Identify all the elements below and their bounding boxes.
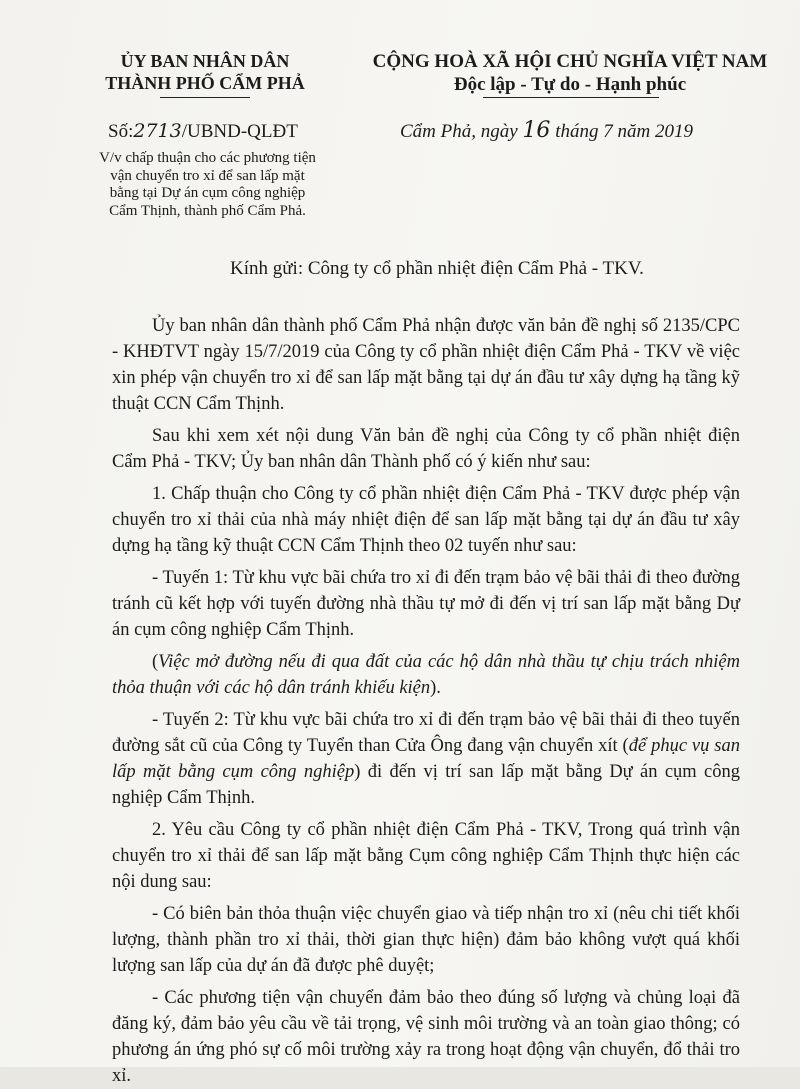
ref-suffix: /UBND-QLĐT <box>181 121 298 142</box>
paragraph-1: Ủy ban nhân dân thành phố Cẩm Phả nhận được văn bản đề nghị số 2135/CPC - KHĐTVT ngày 15/7/2019 của Công ty cổ phần nhiệt điện Cẩm Phả - TKV về việc xin phép vận chuyển tro xỉ để san lấp mặt bằng tại dự án đầu tư xây dựng hạ tầng kỹ thuật CCN Cẩm Thịnh. <box>112 316 740 414</box>
recipient-greeting: Kính gửi: Công ty cổ phần nhiệt điện Cẩm Phả - TKV. <box>230 258 644 279</box>
note-close: ). <box>430 678 441 698</box>
document-body <box>112 313 740 1089</box>
date-handwritten-day: 16 <box>522 118 551 143</box>
nation-line-2: Độc lập - Tự do - Hạnh phúc <box>453 74 687 95</box>
org-line-1: ỦY BAN NHÂN DÂN <box>120 51 290 71</box>
paragraph-route-1: - Tuyến 1: Từ khu vực bãi chứa tro xỉ đi đến trạm bảo vệ bãi thải đi theo đường tránh cũ kết hợp với tuyến đường nhà thầu tự mở đi đến vị trí san lấp mặt bằng Dự án cụm công nghiệp Cẩm Thịnh. <box>112 568 740 640</box>
nation-line-1: CỘNG HOÀ XÃ HỘI CHỦ NGHĨA VIỆT NAM <box>372 51 768 72</box>
date-suffix: tháng 7 năm 2019 <box>555 121 693 142</box>
document-date <box>400 118 693 143</box>
note-open: ( <box>152 652 159 672</box>
paragraph-requirement-1: - Có biên bản thỏa thuận việc chuyển giao và tiếp nhận tro xỉ (nêu chi tiết khối lượng, thành phần tro xỉ thải, thời gian thực hiện) đảm bảo không vượt quá khối lượng san lấp của dự án đã được phê duyệt; <box>112 904 740 976</box>
paragraph-requirements: 2. Yêu cầu Công ty cổ phần nhiệt điện Cẩm Phả - TKV, Trong quá trình vận chuyển tro xỉ thải để san lấp mặt bằng Cụm công nghiệp Cẩm Thịnh thực hiện các nội dung sau: <box>112 820 740 892</box>
route-2-text-b: ) đi đến vị trí san lấp mặt bằng Dự án cụm công nghiệp Cẩm Thịnh. <box>112 762 740 808</box>
paragraph-2: Sau khi xem xét nội dung Văn bản đề nghị của Công ty cổ phần nhiệt điện Cẩm Phả - TKV; Ủy ban nhân dân Thành phố có ý kiến như sau: <box>112 426 740 472</box>
issuing-organization <box>95 50 315 94</box>
document-number <box>108 120 298 143</box>
date-prefix: Cẩm Phả, ngày <box>400 121 518 142</box>
document-subject: V/v chấp thuận cho các phương tiện vận chuyển tro xỉ để san lấp mặt bằng tại Dự án cụm công nghiệp Cẩm Thịnh, thành phố Cẩm Phả. <box>99 150 316 219</box>
ref-handwritten-number: 2713 <box>133 120 182 142</box>
motto-underline <box>483 97 659 98</box>
paragraph-route-1-note <box>112 649 740 701</box>
org-line-2: THÀNH PHỐ CẨM PHẢ <box>105 73 305 93</box>
paragraph-route-2 <box>112 707 740 811</box>
paragraph-requirement-2: - Các phương tiện vận chuyển đảm bảo theo đúng số lượng và chủng loại đã đăng ký, đảm bảo yêu cầu về tải trọng, vệ sinh môi trường và an toàn giao thông; có phương án ứng phó sự cố môi trường xảy ra trong hoạt động vận chuyển, đổ thải tro xỉ. <box>112 988 740 1086</box>
route-2-text-a: - Tuyến 2: Từ khu vực bãi chứa tro xỉ đi đến trạm bảo vệ bãi thải đi theo tuyến đường sắt cũ của Công ty Tuyển than Cửa Ông đang vận chuyển xít ( <box>112 710 740 756</box>
ref-prefix: Số: <box>108 121 134 142</box>
note-italic: Việc mở đường nếu đi qua đất của các hộ dân nhà thầu tự chịu trách nhiệm thỏa thuận với các hộ dân tránh khiếu kiện <box>112 652 740 698</box>
route-2-italic: để phục vụ san lấp mặt bằng cụm công nghiệp <box>112 736 740 782</box>
org-underline <box>160 97 250 98</box>
paragraph-3: 1. Chấp thuận cho Công ty cổ phần nhiệt điện Cẩm Phả - TKV được phép vận chuyển tro xỉ thải của nhà máy nhiệt điện để san lấp mặt bằng tại dự án đầu tư xây dựng hạ tầng kỹ thuật CCN Cẩm Thịnh theo 02 tuyến như sau: <box>112 484 740 556</box>
national-motto <box>360 50 780 96</box>
